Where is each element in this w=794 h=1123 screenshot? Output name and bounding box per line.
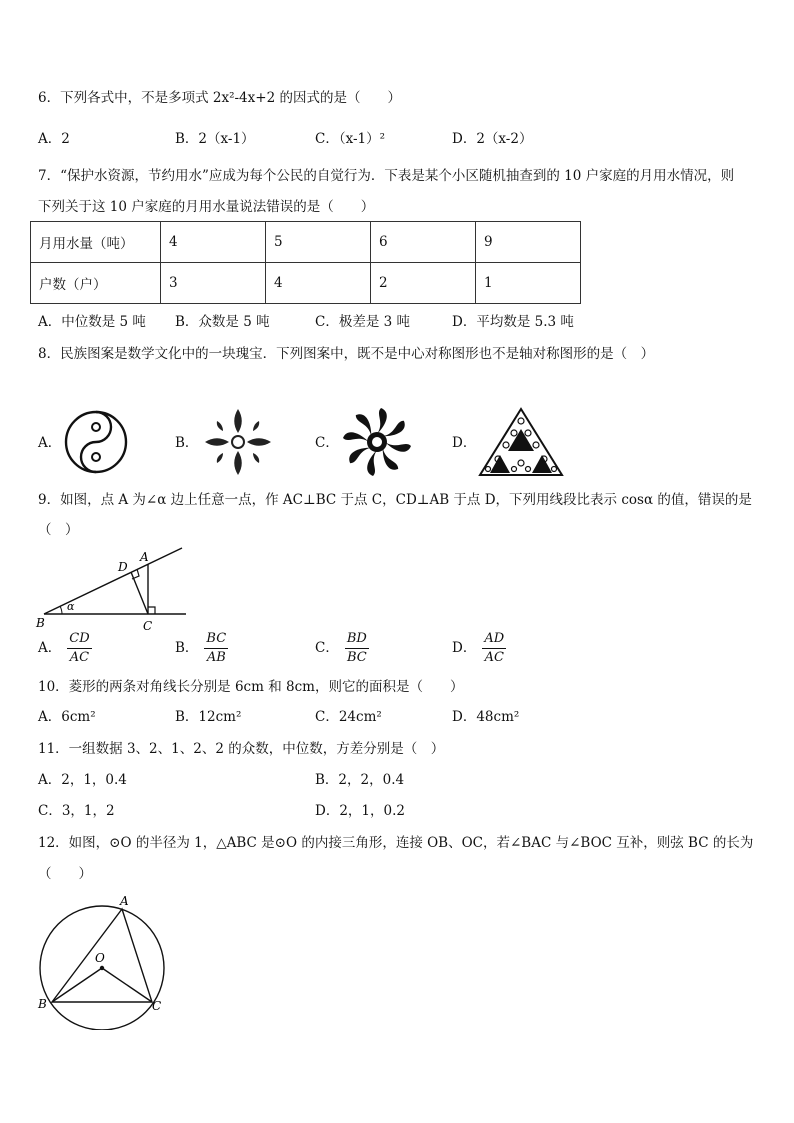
figure-label: C <box>143 619 153 633</box>
table-cell: 2 <box>371 263 476 304</box>
figure-label: C <box>152 999 162 1013</box>
q9-option-b <box>175 630 228 667</box>
q8-option-c: C． <box>315 435 339 451</box>
numerator: BD <box>345 630 369 649</box>
q11-option-a: A．2，1，0.4 <box>38 772 127 788</box>
table-row <box>31 222 581 263</box>
table-row <box>31 263 581 304</box>
q10-stem: 10．菱形的两条对角线长分别是 6cm 和 8cm，则它的面积是（ ） <box>38 679 464 695</box>
fraction <box>204 630 228 667</box>
q9-option-a <box>38 630 92 667</box>
q11-option-b: B．2，2，0.4 <box>315 772 405 788</box>
numerator: BC <box>204 630 228 649</box>
q6-stem: 6．下列各式中，不是多项式 2x²-4x+2 的因式的是（ ） <box>38 90 401 106</box>
table-cell: 9 <box>476 222 581 263</box>
q10-option-d: D．48cm² <box>452 709 520 725</box>
q11-stem: 11．一组数据 3、2、1、2、2 的众数，中位数，方差分别是（ ） <box>38 741 445 757</box>
q9-figure <box>34 544 194 636</box>
figure-label: D <box>118 560 128 574</box>
q6-option-d: D．2（x-2） <box>452 131 533 147</box>
fraction <box>345 630 369 667</box>
q9-stem-line2: （ ） <box>38 522 79 538</box>
figure-label: B <box>36 616 45 630</box>
denominator: BC <box>346 650 367 665</box>
q7-option-b: B．众数是 5 吨 <box>175 314 270 330</box>
q7-option-c: C．极差是 3 吨 <box>315 314 411 330</box>
q8-option-d: D． <box>452 435 477 451</box>
fraction <box>67 630 91 667</box>
figure-label: B <box>38 997 47 1011</box>
fraction <box>482 630 506 667</box>
figure-label: A <box>120 894 129 908</box>
denominator: AB <box>206 650 226 665</box>
q11-option-d: D．2，1，0.2 <box>315 803 405 819</box>
q6-option-b: B．2（x-1） <box>175 131 255 147</box>
option-letter: D． <box>452 640 477 656</box>
q10-option-b: B．12cm² <box>175 709 242 725</box>
q6-option-c: C．（x-1）² <box>315 131 386 147</box>
floral-cross-icon <box>203 407 273 477</box>
q11-option-c: C．3，1，2 <box>38 803 115 819</box>
numerator: CD <box>67 630 91 649</box>
q8-option-b: B． <box>175 435 199 451</box>
option-letter: C． <box>315 640 339 656</box>
q7-stem-line2: 下列关于这 10 户家庭的月用水量说法错误的是（ ） <box>38 199 375 215</box>
q10-option-c: C．24cm² <box>315 709 382 725</box>
denominator: AC <box>69 650 90 665</box>
q12-stem-line2: （ ） <box>38 866 92 882</box>
table-cell: 月用水量（吨） <box>31 222 161 263</box>
yin-yang-icon <box>64 410 128 474</box>
option-letter: B． <box>175 640 199 656</box>
q8-stem: 8．民族图案是数学文化中的一块瑰宝．下列图案中，既不是中心对称图形也不是轴对称图形的是（ ） <box>38 346 655 362</box>
table-cell: 1 <box>476 263 581 304</box>
table-cell: 户数（户） <box>31 263 161 304</box>
q7-stem-line1: 7．“保护水资源，节约用水”应成为每个公民的自觉行为．下表是某个小区随机抽查到的 10 户家庭的月用水情况，则 <box>38 168 735 184</box>
q8-option-a: A． <box>38 435 62 451</box>
q9-stem-line1: 9．如图，点 A 为∠α 边上任意一点，作 AC⊥BC 于点 C，CD⊥AB 于点 D，下列用线段比表示 cosα 的值，错误的是 <box>38 492 752 508</box>
table-cell: 5 <box>266 222 371 263</box>
q7-option-a: A．中位数是 5 吨 <box>38 314 146 330</box>
q9-option-d <box>452 630 506 667</box>
q6-option-a: A．2 <box>38 131 70 147</box>
figure-label: O <box>95 951 105 965</box>
q7-water-table <box>30 221 581 304</box>
option-letter: A． <box>38 640 62 656</box>
q12-circle-figure <box>34 890 184 1030</box>
denominator: AC <box>484 650 504 665</box>
table-cell: 6 <box>371 222 476 263</box>
figure-label: A <box>140 550 149 564</box>
table-cell: 4 <box>161 222 266 263</box>
patterned-triangle-icon <box>478 407 564 477</box>
q10-option-a: A．6cm² <box>38 709 96 725</box>
table-cell: 3 <box>161 263 266 304</box>
q9-option-c <box>315 630 369 667</box>
q12-stem-line1: 12．如图，⊙O 的半径为 1，△ABC 是⊙O 的内接三角形，连接 OB、OC，若∠BAC 与∠BOC 互补，则弦 BC 的长为 <box>38 835 754 851</box>
spiral-flower-icon <box>341 406 413 478</box>
table-cell: 4 <box>266 263 371 304</box>
q7-option-d: D．平均数是 5.3 吨 <box>452 314 574 330</box>
numerator: AD <box>482 630 506 649</box>
figure-label: α <box>67 600 75 613</box>
